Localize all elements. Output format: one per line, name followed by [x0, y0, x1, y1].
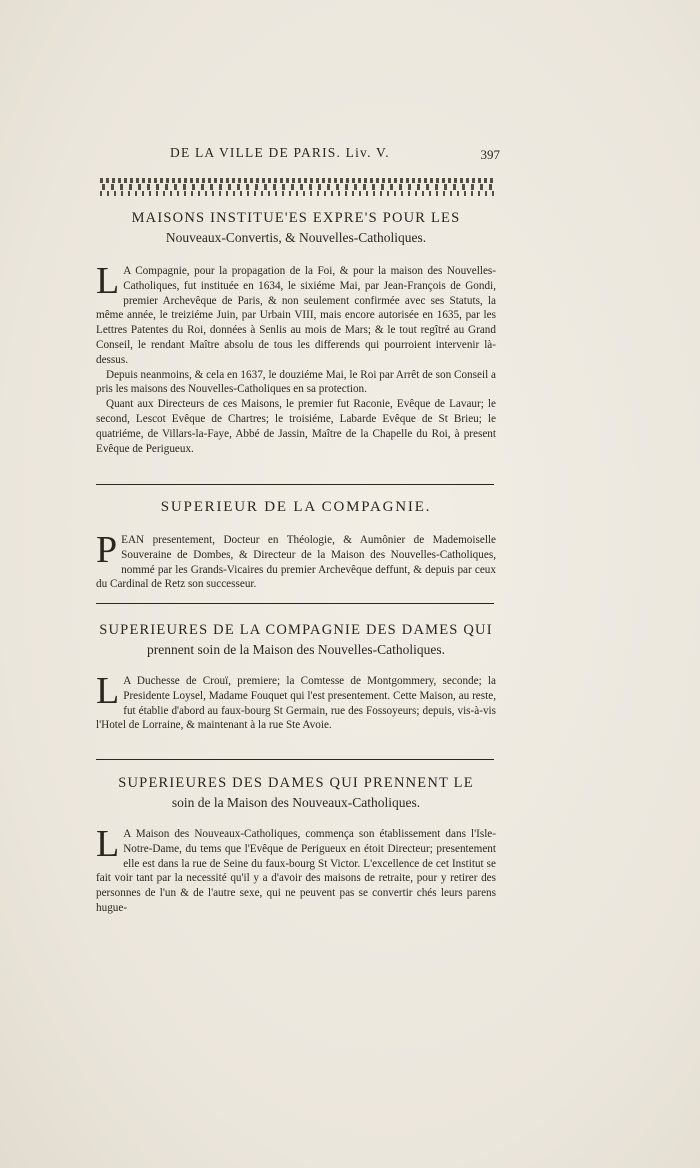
section-body: [96, 260, 496, 456]
section-heading-line2: prennent soin de la Maison des Nouvelles-Catholiques.: [146, 642, 446, 657]
section-body: [96, 670, 496, 733]
section-maisons-instituees: [96, 208, 496, 456]
drop-capital: L: [96, 823, 120, 865]
section-heading-line1: SUPERIEUR DE LA COMPAGNIE.: [160, 499, 432, 515]
paragraph: Depuis neanmoins, & cela en 1637, le douziéme Mai, le Roi par Arrêt de son Conseil a pris les maisons des Nouvelles-Catholiques en sa protection.: [96, 368, 496, 396]
section-heading: [96, 620, 496, 660]
section-heading-line1: MAISONS INSTITUE'ES EXPRE'S POUR LES: [131, 210, 461, 226]
section-heading-line1: SUPERIEURES DE LA COMPAGNIE DES DAMES QUI: [99, 622, 493, 638]
paragraph-text: EAN presentement, Docteur en Théologie, & Aumônier de Mademoiselle Souveraine de Dombes, & Directeur de la Maison des Nouvelles-Catholiques, nommé par les Grands-Vicaires du premier Archevêque deffunt, & depuis par ceux du Cardinal de Retz son successeur.: [96, 534, 496, 591]
headpiece-ornament: [100, 178, 496, 196]
section-body: [96, 823, 496, 916]
paragraph: [96, 670, 496, 733]
section-heading-line1: SUPERIEURES DES DAMES QUI PRENNENT LE: [118, 775, 474, 791]
paragraph: Quant aux Directeurs de ces Maisons, le premier fut Raconie, Evêque de Lavaur; le second, Lescot Evêque de Chartres; le troisiéme, Labarde Evêque de St Brieu; le quatriéme, de Villars-la-Faye, Abbé de Jassin, Maître de la Chapelle du Roi, à present Evêque de Perigueux.: [96, 398, 496, 455]
section-superieures-compagnie: [96, 620, 496, 733]
paragraph-text: A Duchesse de Crouï, premiere; la Comtesse de Montgommery, seconde; la Presidente Loysel, Madame Fouquet qui l'est presentement. Cette Maison, au reste, fut établie d'abord au faux-bourg St Germain, rue des Fossoyeurs; depuis, vis-à-vis l'Hotel de Lorraine, & maintenant à la rue Ste Avoie.: [96, 675, 496, 732]
paragraph-text: A Compagnie, pour la propagation de la Foi, & pour la maison des Nouvelles-Catholiques, fut instituée en 1634, le sixiéme Mai, par Jean-François de Gondi, premier Archevêque de Paris, & non seulement confirmée avec ses Statuts, la même année, le treiziéme Juin, par Urbain VIII, mais encore autorisée en 1635, par les Lettres Patentes du Roi, données à Senlis au mois de Mars; & le tout regîtré au Grand Conseil, le rendant Maître absolu de tous les differends qui pourroient intervenir là-dessus.: [96, 265, 496, 366]
section-superieures-dames: [96, 773, 496, 916]
running-head-title: DE LA VILLE DE PARIS. Liv. V.: [170, 145, 390, 160]
paragraph-text: A Maison des Nouveaux-Catholiques, commença son établissement dans l'Isle-Notre-Dame, du tems que l'Evêque de Perigueux en étoit Directeur; presentement elle est dans la rue de Seine du faux-bourg St Victor. L'excellence de cet Institut se fait voir tant par la necessité qu'il y a d'avoir des maisons de retraite, pour y retirer des personnes de l'un & de l'autre sexe, qui ne peuvent pas se convertir chés leurs parens hugue-: [96, 828, 496, 914]
page-number: 397: [480, 147, 500, 162]
section-superieur: [96, 497, 496, 592]
paragraph: [96, 529, 496, 592]
section-heading-line2: Nouveaux-Convertis, & Nouvelles-Catholiques.: [165, 230, 427, 245]
drop-capital: L: [96, 670, 120, 712]
section-heading: [96, 773, 496, 813]
section-body: [96, 529, 496, 592]
drop-capital: P: [96, 529, 118, 571]
drop-capital: L: [96, 260, 120, 302]
section-divider: [96, 759, 494, 760]
section-heading: [96, 208, 496, 248]
section-divider: [96, 603, 494, 604]
running-head: [170, 145, 500, 161]
paragraph: [96, 260, 496, 368]
section-heading-line2: soin de la Maison des Nouveaux-Catholiques.: [171, 795, 421, 810]
section-heading: [96, 497, 496, 517]
section-divider: [96, 484, 494, 485]
paragraph: [96, 823, 496, 916]
